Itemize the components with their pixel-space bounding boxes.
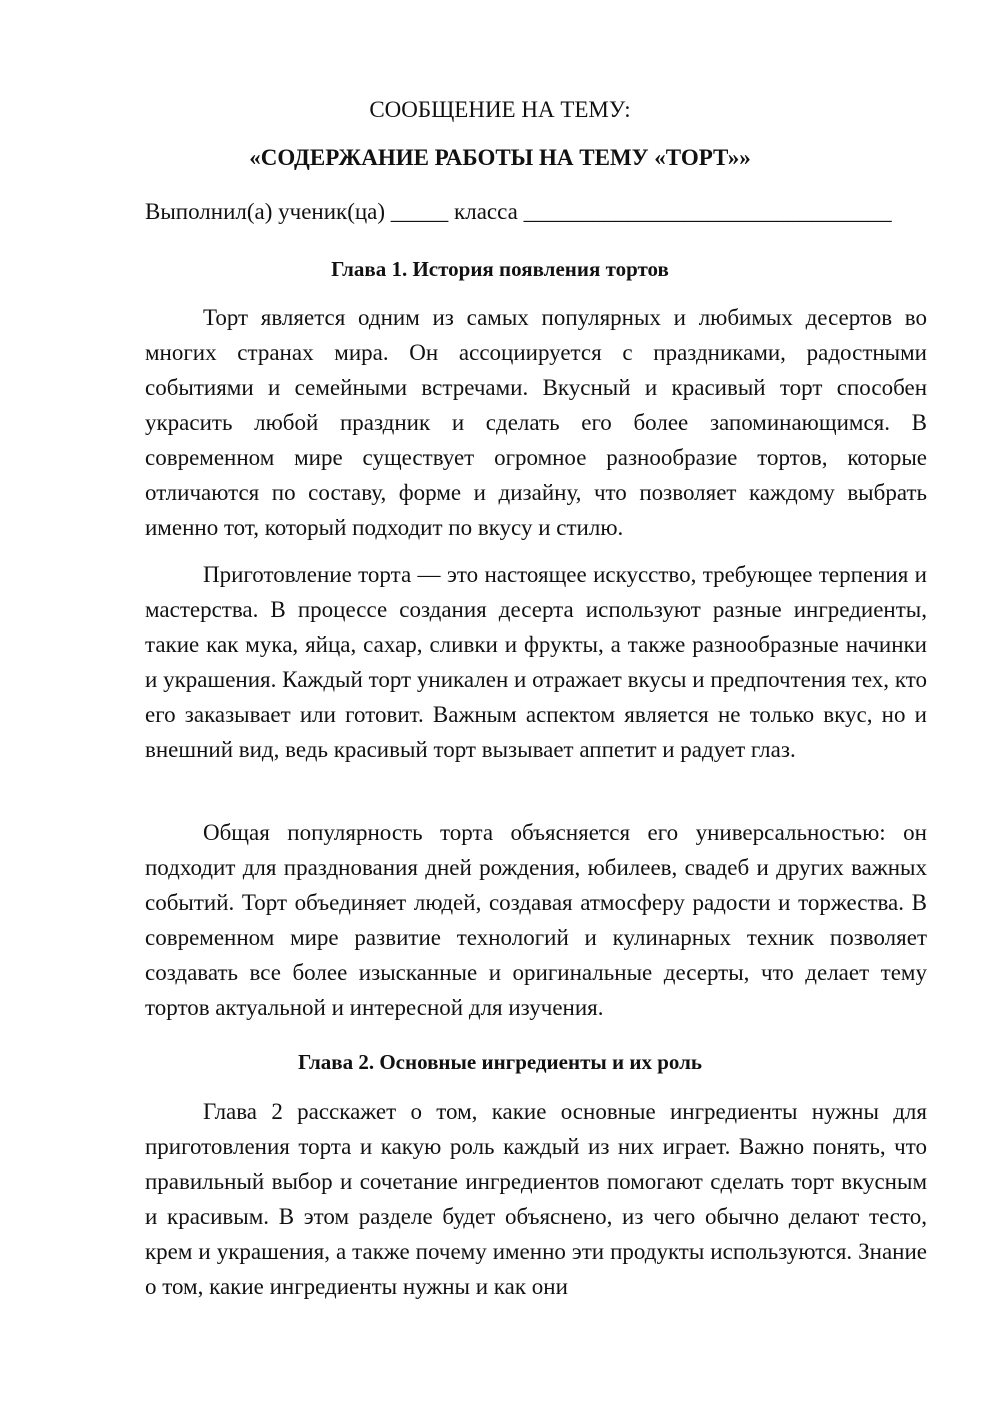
document-title-line-1: СООБЩЕНИЕ НА ТЕМУ: [369,97,631,122]
chapter-1-paragraph-3: Общая популярность торта объясняется его универсальностью: он подходит для празднования дней рождения, юбилеев, свадеб и других важных событий. Торт объединяет людей, создавая атмосферу радости и торжества. В современном мире развитие технологий и кулинарных техник позволяет создавать все более изысканные и оригинальные десерты, что делает тему тортов актуальной и интересной для изучения. [145,820,927,1020]
chapter-1-paragraph-2: Приготовление торта — это настоящее искусство, требующее терпения и мастерства. В процессе создания десерта используют разные ингредиенты, такие как мука, яйца, сахар, сливки и фрукты, а также разнообразные начинки и украшения. Каждый торт уникален и отражает вкусы и предпочтения тех, кто его заказывает или готовит. Важным аспектом является не только вкус, но и внешний вид, ведь красивый торт вызывает аппетит и радует глаз. [145,562,927,762]
chapter-1-heading: Глава 1. История появления тортов [331,257,669,281]
chapter-2-paragraph-1: Глава 2 расскажет о том, какие основные ингредиенты нужны для приготовления торта и какую роль каждый из них играет. Важно понять, что правильный выбор и сочетание ингредиентов помогают сделать торт вкусным и красивым. В этом разделе будет объяснено, из чего обычно делают тесто, крем и украшения, а также почему именно эти продукты используются. Знание о том, какие ингредиенты нужны и как они [145,1099,927,1299]
author-line: Выполнил(а) ученик(ца) _____ класса ________________________________ [145,199,892,224]
document-title-line-2: «СОДЕРЖАНИЕ РАБОТЫ НА ТЕМУ «ТОРТ»» [249,145,751,170]
chapter-2-heading: Глава 2. Основные ингредиенты и их роль [297,1050,703,1074]
chapter-1-paragraph-1: Торт является одним из самых популярных и любимых десертов во многих странах мира. Он ассоциируется с праздниками, радостными событиями и семейными встречами. Вкусный и красивый торт способен украсить любой праздник и сделать его более запоминающимся. В современном мире существует огромное разнообразие тортов, которые отличаются по составу, форме и дизайну, что позволяет каждому выбрать именно тот, который подходит по вкусу и стилю. [145,305,927,540]
